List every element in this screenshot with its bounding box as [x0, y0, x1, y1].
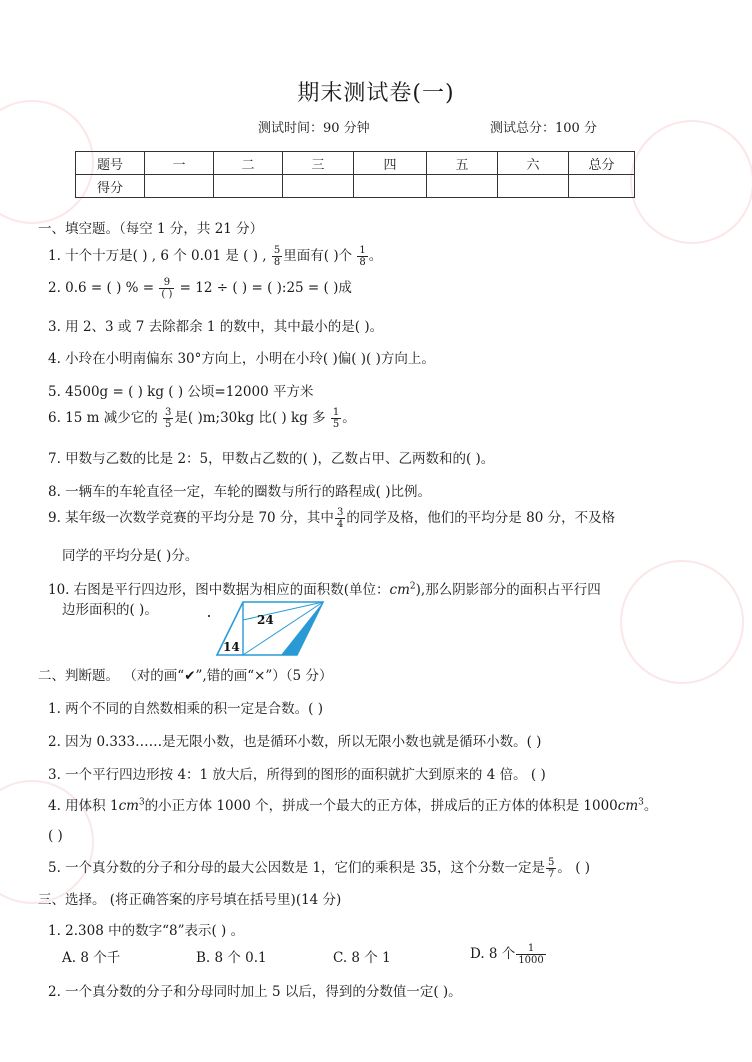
question-text: 6. 15 m 减少它的	[48, 410, 158, 426]
choice-question-2: 2. 一个真分数的分子和分母同时加上 5 以后，得到的分数值一定( )。	[48, 984, 462, 1000]
question-8: 8. 一辆车的车轮直径一定，车轮的圈数与所行的路程成( )比例。	[48, 484, 431, 500]
fraction	[163, 407, 173, 430]
judge-question-4-answer: ( )	[48, 828, 63, 844]
question-text: = 12 ÷ ( ) = ( ):25 = ( )成	[179, 280, 352, 296]
question-text: 。	[643, 798, 658, 814]
score-cell[interactable]	[214, 175, 283, 198]
question-text: 4. 用体积 1	[48, 798, 119, 814]
question-text: 里面有( )个	[283, 248, 353, 264]
fraction-denominator: 5	[165, 419, 172, 430]
score-cell[interactable]	[498, 175, 569, 198]
score-table-row	[76, 175, 635, 198]
fraction-denominator: 8	[359, 257, 366, 268]
score-header-cell: 一	[145, 152, 214, 175]
choice-question-1: 1. 2.308 中的数字“8”表示( ) 。	[48, 923, 245, 939]
fraction	[516, 943, 545, 966]
score-cell[interactable]	[145, 175, 214, 198]
choice-option-c: C. 8 个 1	[333, 950, 391, 966]
score-header-cell: 五	[427, 152, 498, 175]
page-title: 期末测试卷(一)	[297, 81, 455, 106]
judge-question-1: 1. 两个不同的自然数相乘的积一定是合数。( )	[48, 701, 323, 717]
fraction-numerator: 5	[548, 857, 555, 868]
fraction-denominator: ( )	[161, 289, 173, 300]
score-header-cell: 二	[214, 152, 283, 175]
fraction-numerator: 1	[359, 245, 366, 256]
choice-option-a: A. 8 个千	[62, 950, 121, 966]
question-6	[48, 406, 356, 430]
question-2	[48, 276, 352, 300]
fraction-denominator: 4	[336, 519, 344, 530]
unit-exponent: 2	[409, 581, 416, 592]
judge-question-2: 2. 因为 0.333……是无限小数，也是循环小数，所以无限小数也就是循环小数。( )	[48, 734, 542, 750]
fraction-denominator: 8	[273, 257, 281, 268]
judge-question-3: 3. 一个平行四边形按 4：1 放大后，所得到的图形的面积就扩大到原来的 4 倍。 ( )	[48, 767, 546, 783]
question-text: 9. 某年级一次数学竞赛的平均分是 70 分，其中	[48, 510, 334, 526]
fraction	[272, 245, 282, 268]
fraction	[546, 857, 556, 880]
score-header-cell: 总分	[569, 152, 635, 175]
judge-question-5	[48, 856, 590, 880]
choice-option-d	[470, 942, 547, 966]
score-table	[75, 151, 635, 198]
fraction-numerator: 1	[332, 407, 340, 418]
question-9-continued: 同学的平均分是( )分。	[62, 548, 199, 564]
fraction-numerator: 3	[336, 507, 344, 518]
figure-dot	[208, 615, 210, 617]
fraction-numerator: 3	[165, 407, 172, 418]
score-row-label: 得分	[76, 175, 145, 198]
question-10-continued: 边形面积的( )。	[62, 602, 158, 618]
unit-cm: cm	[617, 798, 639, 814]
watermark-circle	[620, 560, 744, 684]
score-cell[interactable]	[569, 175, 635, 198]
fraction	[159, 277, 174, 300]
section-heading: 二、判断题。 （对的画“✔”,错的画“×”）（5 分）	[38, 668, 333, 684]
score-cell[interactable]	[354, 175, 427, 198]
score-cell[interactable]	[427, 175, 498, 198]
question-text: 是( )m;30kg 比( ) kg 多	[174, 410, 326, 426]
fraction-denominator: 5	[332, 419, 340, 430]
fraction-numerator: 5	[273, 245, 281, 256]
figure-label-24: 24	[257, 613, 274, 627]
question-text: 。 ( )	[557, 860, 591, 876]
fraction	[357, 245, 367, 268]
choice-option-b: B. 8 个 0.1	[196, 950, 267, 966]
question-5: 5. 4500g = ( ) kg ( ) 公顷=12000 平方米	[48, 384, 314, 400]
diagonal-line	[243, 602, 323, 655]
question-text: ),那么阴影部分的面积占平行四	[415, 582, 601, 598]
fraction-denominator: 7	[548, 869, 555, 880]
question-text: 2. 0.6 = ( ) % =	[48, 280, 155, 296]
score-table-header-row	[76, 152, 635, 175]
score-header-cell: 四	[354, 152, 427, 175]
question-9	[48, 506, 615, 530]
score-cell[interactable]	[283, 175, 354, 198]
question-text: 。	[342, 410, 356, 426]
score-header-cell: 题号	[76, 152, 145, 175]
unit-exponent: 3	[138, 797, 145, 808]
figure-label-14: 14	[223, 640, 240, 654]
fraction	[335, 507, 345, 530]
unit-cm: cm	[389, 582, 410, 598]
fraction	[331, 407, 341, 430]
question-text: 的同学及格，他们的平均分是 80 分，不及格	[346, 510, 616, 526]
judge-question-4	[48, 794, 657, 814]
question-3: 3. 用 2、3 或 7 去除都余 1 的数中，其中最小的是( )。	[48, 319, 384, 335]
section-heading: 一、填空题。（每空 1 分，共 21 分）	[38, 221, 264, 237]
option-text: D. 8 个	[470, 946, 516, 962]
parallelogram-figure	[205, 600, 330, 658]
question-text: 10. 右图是平行四边形，图中数据为相应的面积数(单位：	[48, 582, 390, 598]
fraction-denominator: 1000	[518, 955, 544, 966]
watermark-circle	[630, 120, 752, 244]
question-7: 7. 甲数与乙数的比是 2：5，甲数占乙数的( )，乙数占甲、乙两数和的( )。	[48, 451, 495, 467]
section-heading: 三、选择。 (将正确答案的序号填在括号里)(14 分)	[38, 892, 342, 908]
test-time: 测试时间：90 分钟	[258, 121, 370, 136]
fraction-numerator: 9	[159, 277, 174, 289]
unit-exponent: 3	[638, 797, 644, 808]
score-header-cell: 三	[283, 152, 354, 175]
question-text: 的小正方体 1000 个，拼成一个最大的正方体，拼成后的正方体的体积是 1000	[144, 798, 618, 814]
unit-cm: cm	[118, 798, 139, 814]
question-text: 5. 一个真分数的分子和分母的最大公因数是 1，它们的乘积是 35，这个分数一定是	[48, 860, 546, 876]
question-1	[48, 244, 382, 268]
test-total-score: 测试总分：100 分	[490, 121, 597, 136]
fraction-numerator: 1	[516, 943, 545, 955]
score-header-cell: 六	[498, 152, 569, 175]
question-10	[48, 578, 601, 598]
question-4: 4. 小玲在小明南偏东 30°方向上，小明在小玲( )偏( )( )方向上。	[48, 351, 435, 367]
question-text: 1. 十个十万是( ) , 6 个 0.01 是 ( ) ,	[48, 248, 267, 264]
question-text: 。	[368, 248, 383, 264]
